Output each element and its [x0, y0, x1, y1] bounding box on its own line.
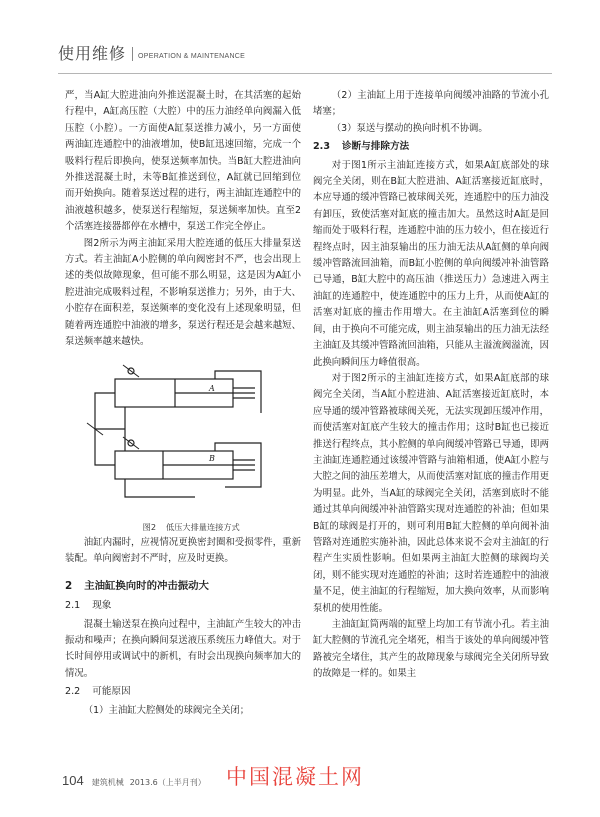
- paragraph: 严，当A缸大腔进油向外推送混凝土时，在其活塞的起始行程中，A缸高压腔（大腔）中的压力油经单向阀漏入低压腔（小腔）。一方面使A缸泵送推力减小，另一方面使两油缸连通腔中的油液增加，使B缸迅速回缩，完成一个吸料行程后即换向，使泵送频率加快。当B缸大腔进油向外推送混凝土时，未等B缸推送到位，A缸就已回缩到位而开始换向。随着泵送过程的进行，两主油缸连通腔中的油液越积越多，使泵送行程缩短，泵送频率加快。直至2个活塞连接器都停在水槽中，泵送工作完全停止。: [65, 90, 301, 233]
- figure-number: 图2: [142, 521, 157, 532]
- subsection-heading: 2.1 现象: [65, 600, 112, 612]
- subsection-heading: 2.2 可能原因: [65, 686, 131, 698]
- label-a: A: [209, 383, 215, 393]
- paragraph: 混凝土输送泵在换向过程中，主油缸产生较大的冲击振动和噪声；在换向瞬间泵送液压系统压力峰值大。对于长时间停用或调试中的新机，有时会出现换向频率加大的情况。: [65, 618, 301, 679]
- paragraph: 对于图2所示的主油缸连接方式，如果A缸底部的球阀完全关闭，当A缸小腔进油、A缸活塞接近缸底时，本应导通的缓冲管路被球阀关死，无法实现卸压缓冲作用，而使活塞对缸底产生较大的撞击作用；这时B缸也已接近推送行程终点，其小腔侧的单向阀缓冲管路已导通，即两主油缸连通腔通过该缓冲管路与油箱相通，使A缸小腔与大腔之间的油压差增大，从而使活塞对缸底的撞击作用更为明显。此外，当A缸的球阀完全关闭，活塞到底时不能通过其单向阀缓冲补油管路实现对连通腔的补油；但如果B缸的球阀是打开的，则可利用B缸大腔侧的单向阀补油管路对连通腔实施补油，因此总体来说不会对主油缸的行程产生实质性影响。但如果两主油缸大腔侧的球阀均关闭，则不能实现对连通腔的补油；这时若连通腔中的油液量不足，使主油缸的行程缩短，加大换向效率，从而影响泵机的使用性能。: [313, 372, 549, 614]
- paragraph: （1）主油缸大腔侧处的球阀完全关闭；: [83, 704, 250, 716]
- right-column: [313, 88, 549, 683]
- figure-2-diagram: [65, 357, 301, 519]
- paragraph: 图2所示为两主油缸采用大腔连通的低压大排量泵送方式。若主油缸A小腔侧的单向阀密封不严，也会出现上述的类似故障现象，但可能不那么明显，这是因为A缸小腔进油完成吸料过程，不影响泵送推力；另外，由于大、小腔存在面积差，泵送频率的变化没有上述现象明显，但随着两连通腔中油液的增多，泵送行程还是会越来越短、泵送频率越来越快。: [65, 237, 301, 348]
- issue-label: 2013.6（上半月刊）: [129, 778, 206, 787]
- journal-name: 建筑机械: [91, 778, 124, 787]
- page-number: 104: [62, 773, 84, 788]
- paragraph: （2）主油缸上用于连接单向阀缓冲油路的节流小孔堵塞；: [313, 90, 549, 118]
- label-b: B: [209, 453, 215, 463]
- paragraph: 对于图1所示主油缸连接方式，如果A缸底部处的球阀完全关闭，则在B缸大腔进油、A缸活塞接近缸底时，本应导通的缓冲管路已被球阀关死，连通腔中的压力油没有卸压，致使活塞对缸底的撞击加大。虽然这时A缸是回缩而处于吸料行程，连通腔中油的压力较小，但在接近行程终点时，因主油泵输出的压力油无法从A缸侧的单向阀缓冲管路流回油箱，而B缸小腔侧的单向阀缓冲补油管路已导通，B缸大腔中的高压油（推送压力）急速进入两主油缸的连通腔中，使连通腔中的压力上升，从而使A缸的活塞对缸底的撞击作用增大。在主油缸A活塞到位的瞬间，由于换向不可能完成，则主油泵输出的压力油无法经主油缸及其缓冲管路流回油箱，只能从主溢流阀溢流，因此换向瞬间压力峰值很高。: [313, 159, 549, 368]
- paragraph: 油缸内漏时，应视情况更换密封圈和受损零件，重新装配。单向阀密封不严时，应及时更换。: [65, 536, 301, 565]
- section-title: 使用维修: [58, 44, 127, 63]
- paragraph: 主油缸缸筒两端的缸壁上均加工有节流小孔。若主油缸大腔侧的节流孔完全堵死，相当于该处的单向阀缓冲管路被完全堵住，其产生的故障现象与球阀完全关闭所导致的故障是一样的。如果主: [313, 619, 549, 680]
- page-header: [58, 38, 245, 64]
- header-rule: [58, 73, 552, 74]
- section-divider: [132, 47, 133, 61]
- hydraulic-diagram: [65, 357, 301, 519]
- page-footer: [62, 773, 212, 788]
- paragraph: （3）泵送与摆动的换向时机不协调。: [331, 122, 488, 134]
- section-title-en: OPERATION & MAINTENANCE: [138, 53, 246, 60]
- left-column: [65, 88, 301, 719]
- section-heading: 2 主油缸换向时的冲击振动大: [65, 579, 209, 592]
- figure-caption: [65, 519, 301, 535]
- subsection-heading: 2.3 诊断与排除方法: [313, 141, 410, 153]
- watermark: 中国混凝土网: [226, 765, 364, 789]
- figure-caption-text: 低压大排量连接方式: [166, 521, 240, 532]
